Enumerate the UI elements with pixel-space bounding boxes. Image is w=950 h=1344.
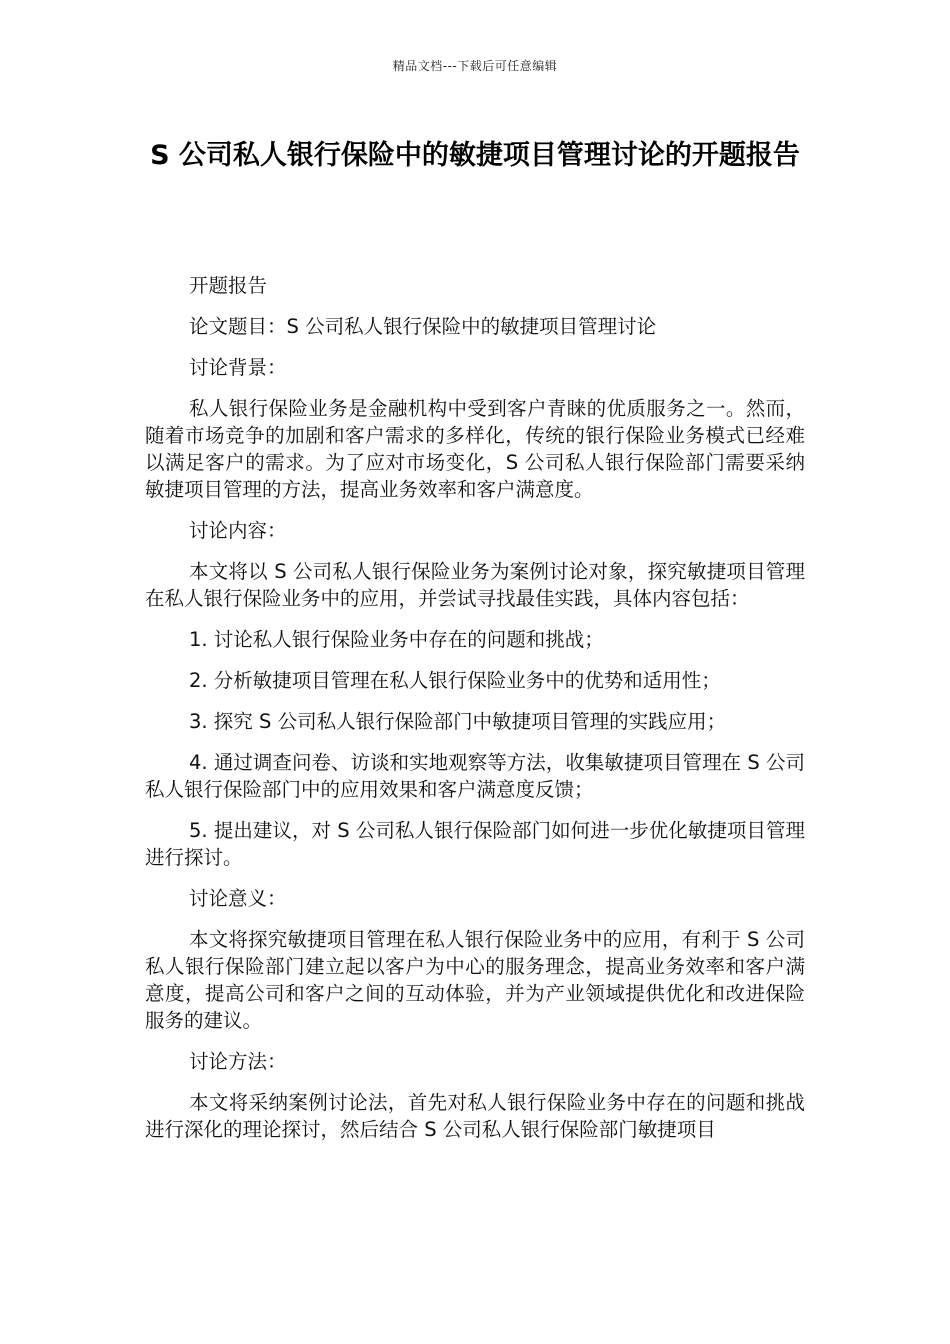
heading-background: 讨论背景： — [189, 356, 287, 379]
list-item-2: 2. 分析敏捷项目管理在私人银行保险业务中的优势和适用性； — [189, 669, 721, 692]
paragraph-significance: 本文将探究敏捷项目管理在私人银行保险业务中的应用，有利于 S 公司私人银行保险部门建立起以客户为中心的服务理念，提高业务效率和客户满意度，提高公司和客户之间的互动体验，并为产业领域提供优化和改进保险服务的建议。 — [145, 928, 805, 1032]
document-title: S 公司私人银行保险中的敏捷项目管理讨论的开题报告 — [150, 140, 800, 171]
paragraph-content: 本文将以 S 公司私人银行保险业务为案例讨论对象，探究敏捷项目管理在私人银行保险业务中的应用，并尝试寻找最佳实践，具体内容包括： — [145, 560, 805, 610]
header-note: 精品文档---下载后可任意编辑 — [392, 59, 558, 73]
paragraph-thesis-title: 论文题目：S 公司私人银行保险中的敏捷项目管理讨论 — [189, 315, 657, 338]
list-item-4: 4. 通过调查问卷、访谈和实地观察等方法，收集敏捷项目管理在 S 公司私人银行保险部门中的应用效果和客户满意度反馈； — [145, 751, 805, 801]
heading-significance: 讨论意义： — [189, 887, 287, 910]
heading-method: 讨论方法： — [189, 1050, 287, 1073]
heading-content: 讨论内容： — [189, 519, 287, 542]
list-item-5: 5. 提出建议，对 S 公司私人银行保险部门如何进一步优化敏捷项目管理进行探讨。 — [145, 819, 805, 869]
document-body — [145, 272, 805, 1157]
paragraph-report-label: 开题报告 — [189, 274, 268, 297]
paragraph-method: 本文将采纳案例讨论法，首先对私人银行保险业务中存在的问题和挑战进行深化的理论探讨，然后结合 S 公司私人银行保险部门敏捷项目 — [145, 1091, 805, 1141]
list-item-3: 3. 探究 S 公司私人银行保险部门中敏捷项目管理的实践应用； — [189, 710, 727, 733]
list-item-1: 1. 讨论私人银行保险业务中存在的问题和挑战； — [189, 628, 604, 651]
paragraph-background: 私人银行保险业务是金融机构中受到客户青睐的优质服务之一。然而，随着市场竞争的加剧和客户需求的多样化，传统的银行保险业务模式已经难以满足客户的需求。为了应对市场变化，S 公司私人银行保险部门需要采纳敏捷项目管理的方法，提高业务效率和客户满意度。 — [145, 397, 805, 501]
